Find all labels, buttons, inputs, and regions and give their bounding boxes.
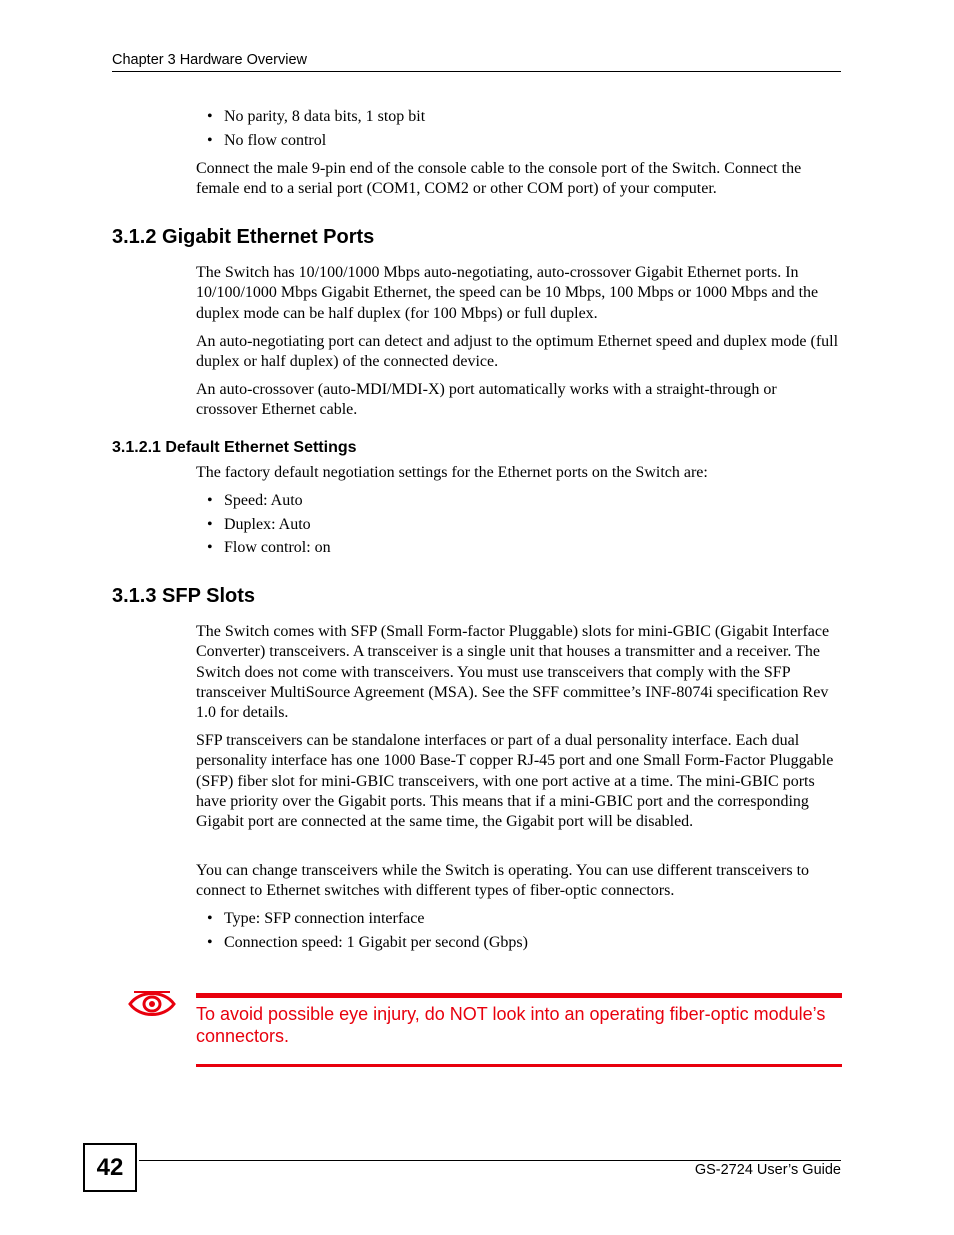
list-item: • Speed: Auto [207,489,837,513]
list-item: • Duplex: Auto [207,513,837,537]
header-divider [112,71,841,72]
guide-title: GS-2724 User’s Guide [694,1162,841,1178]
serial-settings-list [207,105,837,152]
paragraph: SFP transceivers can be standalone interfaces or part of a dual personality interface. Each dual personality interface has one 1000 Base-T copper RJ-45 port and one Small Form-Factor Pluggable (SFP) fiber slot for mini-GBIC transceivers, with one port active at a time. The mini-GBIC ports have priority over the Gigabit ports. This means that if a mini-GBIC port and the corresponding Gigabit port are connected at the same time, the Gigabit port will be disabled. [196,732,834,831]
warning-bottom-rule [196,1064,842,1067]
warning-top-rule [196,993,842,998]
default-settings-list [207,489,837,560]
paragraph: The factory default negotiation settings for the Ethernet ports on the Switch are: [196,464,708,481]
footer-divider [139,1160,841,1161]
warning-text: To avoid possible eye injury, do NOT look into an operating fiber-optic module’s connectors. [196,1004,826,1046]
section-heading-sfp: 3.1.3 SFP Slots [112,585,256,607]
paragraph: An auto-negotiating port can detect and adjust to the optimum Ethernet speed and duplex mode (full duplex or half duplex) of the connected device. [196,333,839,371]
paragraph: The Switch comes with SFP (Small Form-factor Pluggable) slots for mini-GBIC (Gigabit Interface Converter) transceivers. A transceiver is a single unit that houses a transmitter and a receiver. The Switch does not come with transceivers. You must use transceivers that comply with the SFP transceiver MultiSource Agreement (MSA). See the SFF committee’s INF-8074i specification Rev 1.0 for details. [196,623,830,722]
eye-warning-icon [128,988,176,1020]
sfp-spec-list [207,907,837,954]
list-item: • No flow control [207,129,837,153]
console-paragraph: Connect the male 9-pin end of the console cable to the console port of the Switch. Connect the female end to a serial port (COM1, COM2 or other COM port) of your computer. [196,160,802,198]
list-item: • Type: SFP connection interface [207,907,837,931]
page-number: 42 [83,1143,137,1192]
list-item: • Flow control: on [207,536,837,560]
paragraph: You can change transceivers while the Switch is operating. You can use different transceivers to connect to Ethernet switches with different types of fiber-optic connectors. [196,862,810,900]
chapter-title: Chapter 3 Hardware Overview [112,52,308,68]
subsection-heading-defaults: 3.1.2.1 Default Ethernet Settings [112,439,357,456]
paragraph: The Switch has 10/100/1000 Mbps auto-negotiating, auto-crossover Gigabit Ethernet ports. In 10/100/1000 Mbps Gigabit Ethernet, the speed can be 10 Mbps, 100 Mbps or 1000 Mbps and the duplex mode can be half duplex (for 100 Mbps) or full duplex. [196,264,819,322]
list-item: • Connection speed: 1 Gigabit per second (Gbps) [207,931,837,955]
section-heading-gigabit: 3.1.2 Gigabit Ethernet Ports [112,226,375,248]
list-item: • No parity, 8 data bits, 1 stop bit [207,105,837,129]
paragraph: An auto-crossover (auto-MDI/MDI-X) port automatically works with a straight-through or crossover Ethernet cable. [196,381,777,419]
